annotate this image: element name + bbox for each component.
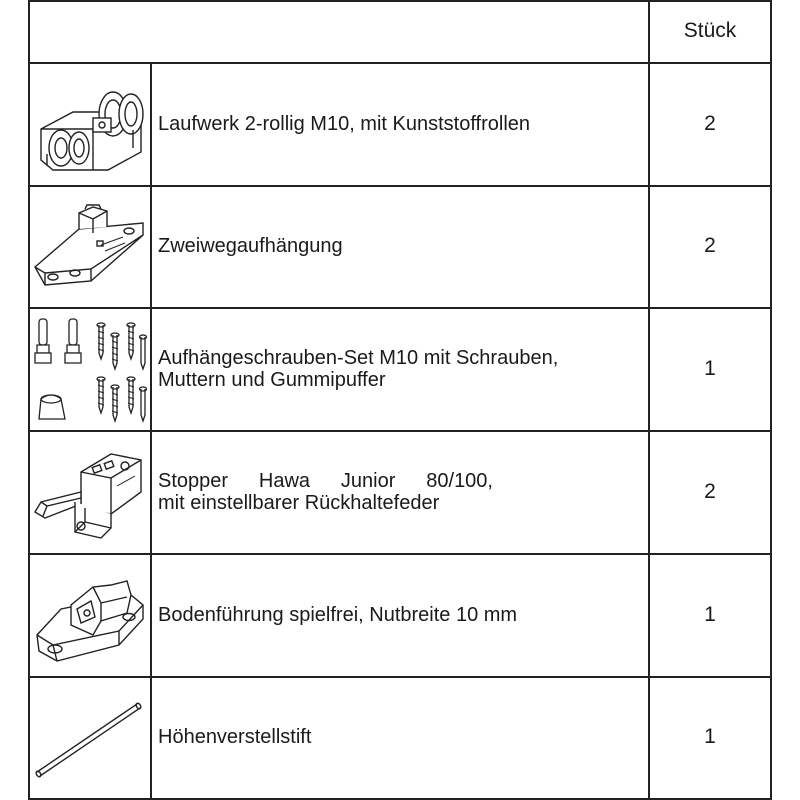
quantity-column-header: Stück: [683, 19, 737, 42]
height-adjust-pin-icon: [31, 692, 147, 782]
stopper-icon: [31, 442, 147, 542]
description-line: Zweiwegaufhängung: [158, 235, 343, 257]
description-line: Höhenverstellstift: [158, 726, 312, 748]
row-quantity: 1: [704, 602, 716, 626]
row-image: [28, 307, 150, 430]
floor-guide-icon: [31, 565, 147, 665]
roller-carriage-icon: [33, 74, 145, 174]
row-description: [150, 676, 648, 798]
row-image: [28, 430, 150, 553]
row-quantity: 2: [704, 111, 716, 135]
screw-set-icon: [31, 313, 147, 425]
row-description: [150, 62, 648, 185]
description-line: mit einstellbarer Rückhaltefeder: [158, 491, 440, 514]
row-quantity: 2: [704, 234, 716, 257]
row-image: [28, 676, 150, 798]
description-line: Bodenführung spielfrei, Nutbreite 10 mm: [158, 603, 518, 626]
table-border-bottom: [28, 798, 772, 800]
row-description: [150, 307, 648, 430]
description-line: Laufwerk 2-rollig M10, mit Kunststoffrollen: [158, 112, 531, 135]
description-line: Stopper Hawa Junior 80/100,: [158, 469, 493, 492]
description-line: Aufhängeschrauben-Set M10 mit Schrauben,: [158, 346, 559, 369]
parts-list-table: [28, 0, 772, 800]
row-description: [150, 553, 648, 676]
row-description: [150, 430, 648, 553]
row-image: [28, 62, 150, 185]
description-line: Muttern und Gummipuffer: [158, 368, 386, 391]
row-image: [28, 553, 150, 676]
row-quantity: 2: [704, 479, 716, 503]
row-image: [28, 185, 150, 307]
row-quantity: 1: [704, 356, 716, 380]
row-description: [150, 185, 648, 307]
row-quantity: 1: [704, 725, 716, 748]
two-way-suspension-icon: [31, 201, 147, 291]
